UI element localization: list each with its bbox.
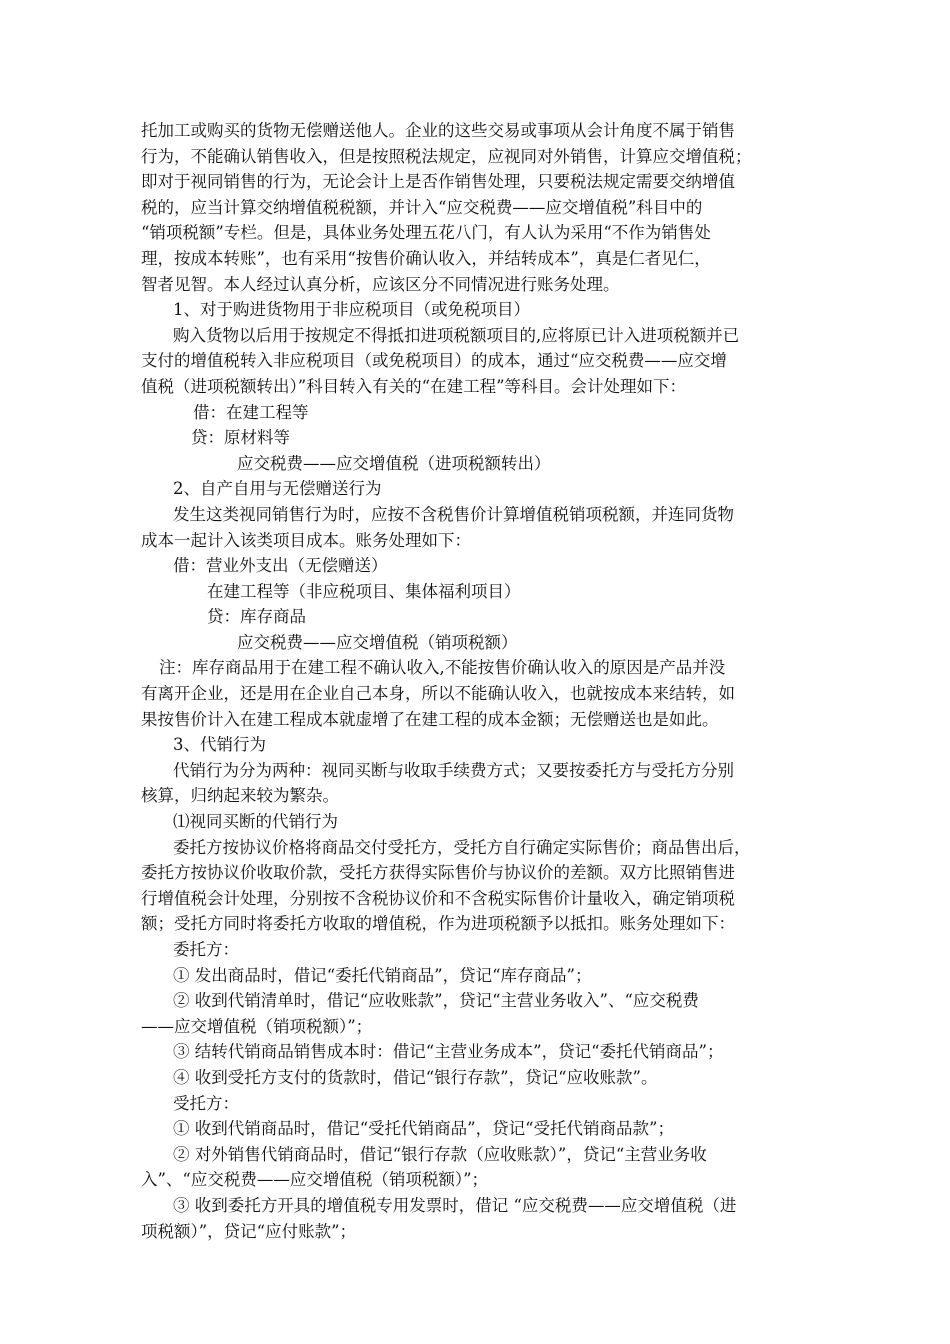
subsection-heading: ⑴视同买断的代销行为 xyxy=(173,812,338,832)
party-label-consignor: 委托方： xyxy=(173,940,239,959)
paragraph-line: 购入货物以后用于按规定不得抵扣进项税额项目的,应将原已计入进项税额并已 xyxy=(173,325,740,345)
journal-debit-line: 借：在建工程等 xyxy=(193,402,309,422)
list-item: ② 收到代销清单时，借记“应收账款”，贷记“主营业务收入”、“应交税费 xyxy=(173,991,699,1011)
paragraph-line: 代销行为分为两种：视同买断与收取手续费方式；又要按委托方与受托方分别 xyxy=(173,760,734,780)
paragraph-line: 委托方按协议价收取价款，受托方获得实际售价与协议价的差额。双方比照销售进 xyxy=(141,863,735,883)
paragraph-line: 税的，应当计算交纳增值税税额，并计入“应交税费——应交增值税”科目中的 xyxy=(141,197,703,217)
paragraph-line: 有离开企业，还是用在企业自己本身，所以不能确认收入，也就按成本来结转，如 xyxy=(141,684,735,704)
list-item-continuation: 项税额）”，贷记“应付账款”； xyxy=(141,1221,357,1241)
list-item: ③ 结转代销商品销售成本时：借记“主营业务成本”，贷记“委托代销商品”； xyxy=(173,1042,724,1062)
paragraph-line: 行增值税会计处理，分别按不含税协议价和不含税实际售价计量收入，确定销项税 xyxy=(141,888,735,908)
paragraph-line: 成本一起计入该类项目成本。账务处理如下： xyxy=(141,530,471,550)
paragraph-line: 核算，归纳起来较为繁杂。 xyxy=(141,786,339,806)
paragraph-line: 支付的增值税转入非应税项目（或免税项目）的成本，通过“应交税费——应交增 xyxy=(141,351,727,371)
list-item: ③ 收到委托方开具的增值税专用发票时，借记 “应交税费——应交增值税（进 xyxy=(173,1195,737,1215)
list-item-continuation: ——应交增值税（销项税额）”； xyxy=(141,1016,373,1036)
paragraph-line: 果按售价计入在建工程成本就虚增了在建工程的成本金额；无偿赠送也是如此。 xyxy=(141,709,719,729)
paragraph-line: 智者见智。本人经过认真分析，应该区分不同情况进行账务处理。 xyxy=(141,274,620,294)
section-heading-2: 2、自产自用与无偿赠送行为 xyxy=(173,479,382,499)
paragraph-line: 托加工或购买的货物无偿赠送他人。企业的这些交易或事项从会计角度不属于销售 xyxy=(141,121,735,140)
list-item-continuation: 入”、“应交税费——应交增值税（销项税额）”； xyxy=(141,1170,489,1190)
paragraph-line: 值税（进项税额转出）”科目转入有关的“在建工程”等科目。会计处理如下： xyxy=(141,376,687,396)
list-item: ④ 收到受托方支付的货款时，借记“银行存款”，贷记“应收账款”。 xyxy=(173,1067,658,1087)
paragraph-line: 额；受托方同时将委托方收取的增值税，作为进项税额予以抵扣。账务处理如下： xyxy=(141,914,735,934)
list-item: ② 对外销售代销商品时，借记“银行存款（应收账款）”，贷记“主营业务收 xyxy=(173,1144,707,1164)
paragraph-line: 发生这类视同销售行为时，应按不含税售价计算增值税销项税额，并连同货物 xyxy=(173,504,734,524)
paragraph-line: 即对于视同销售的行为，无论会计上是否作销售处理，只要税法规定需要交纳增值 xyxy=(141,172,735,192)
paragraph-line: 行为，不能确认销售收入，但是按照税法规定，应视同对外销售，计算应交增值税； xyxy=(141,146,752,166)
journal-credit-line: 贷：原材料等 xyxy=(191,428,290,448)
paragraph-line: “销项税额”专栏。但是，具体业务处理五花八门，有人认为采用“不作为销售处 xyxy=(141,223,711,243)
journal-credit-subline: 应交税费——应交增值税（进项税额转出） xyxy=(237,453,551,473)
section-heading-3: 3、代销行为 xyxy=(173,735,266,755)
journal-debit-subline: 在建工程等（非应税项目、集体福利项目） xyxy=(207,581,521,601)
list-item: ① 收到代销商品时，借记“受托代销商品”，贷记“受托代销商品款”； xyxy=(173,1119,674,1139)
note-line: 注：库存商品用于在建工程不确认收入,不能按售价确认收入的原因是产品并没 xyxy=(159,658,726,678)
journal-debit-line: 借：营业外支出（无偿赠送） xyxy=(173,556,388,576)
journal-credit-subline: 应交税费——应交增值税（销项税额） xyxy=(237,632,518,652)
document-body xyxy=(141,118,821,1244)
paragraph-line: 理，按成本转账”，也有采用“按售价确认收入，并结转成本”，真是仁者见仁， xyxy=(141,248,711,268)
journal-credit-line: 贷：库存商品 xyxy=(207,607,306,627)
section-heading-1: 1、对于购进货物用于非应税项目（或免税项目） xyxy=(173,300,530,320)
party-label-consignee: 受托方： xyxy=(173,1093,239,1113)
list-item: ① 发出商品时，借记“委托代销商品”，贷记“库存商品”； xyxy=(173,965,592,985)
paragraph-line: 委托方按协议价格将商品交付受托方，受托方自行确定实际售价；商品售出后， xyxy=(173,837,751,857)
